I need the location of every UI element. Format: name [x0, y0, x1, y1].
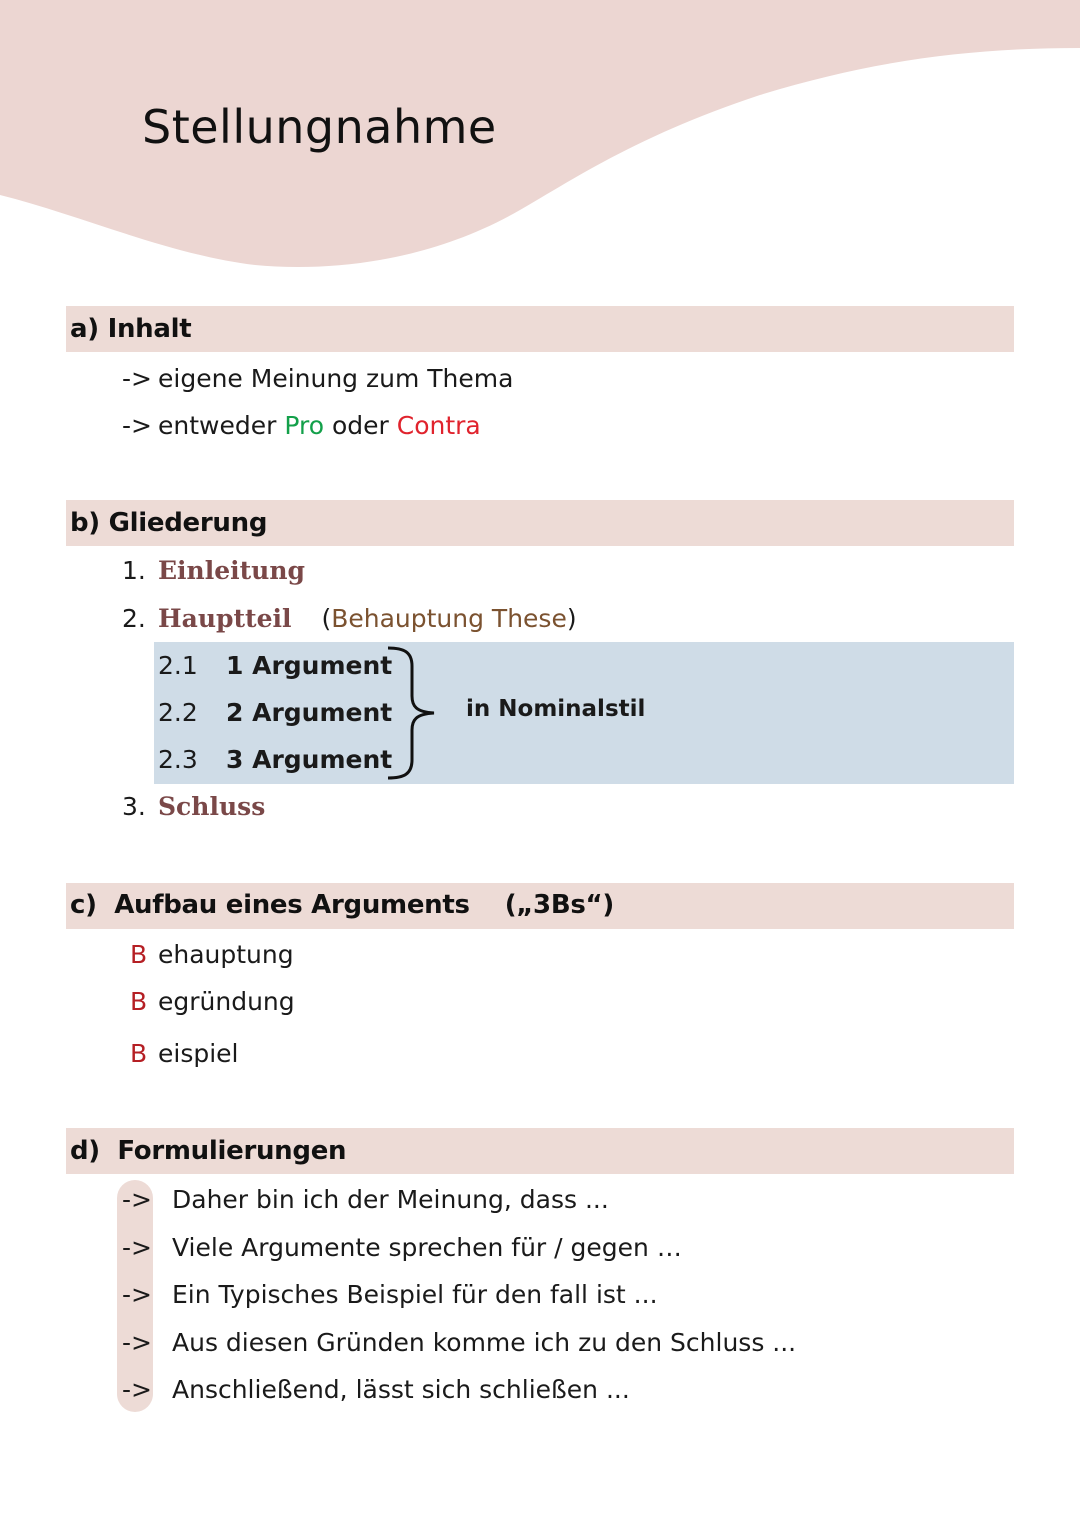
hauptteil-note: Behauptung These — [331, 604, 567, 633]
formulation-item: -> Aus diesen Gründen komme ich zu den Schluss ... — [122, 1328, 797, 1357]
arrow-icon: -> — [122, 364, 152, 393]
nominal-style-note: in Nominalstil — [466, 696, 646, 722]
outline-item-schluss: 3. Schluss — [122, 792, 266, 821]
section-a-bar — [66, 306, 1014, 352]
curly-brace-icon — [382, 644, 442, 782]
outline-item-einleitung: 1. Einleitung — [122, 556, 306, 585]
arrow-icon: -> — [122, 1233, 152, 1262]
formulation-item: -> Daher bin ich der Meinung, dass ... — [122, 1185, 609, 1214]
arrow-icon: -> — [122, 1185, 152, 1214]
formulation-item: -> Anschließend, lässt sich schließen ... — [122, 1375, 630, 1404]
b-item: B ehauptung — [130, 940, 294, 969]
page-title: Stellungnahme — [142, 100, 497, 154]
outline-item-hauptteil: 2. Hauptteil (Behauptung These) — [122, 604, 577, 633]
section-a-line-1: -> eigene Meinung zum Thema — [122, 364, 514, 393]
arrow-icon: -> — [122, 411, 152, 440]
b-item: B eispiel — [130, 1039, 239, 1068]
formulation-item: -> Viele Argumente sprechen für / gegen … — [122, 1233, 682, 1262]
section-a-line-2: -> entweder Pro oder Contra — [122, 411, 481, 440]
formulation-item: -> Ein Typisches Beispiel für den fall ist ... — [122, 1280, 658, 1309]
section-b-heading: b) Gliederung — [70, 508, 268, 538]
section-d-heading: d) Formulierungen — [70, 1136, 347, 1166]
argument-item: 2.1 1 Argument — [158, 651, 393, 680]
contra-label: Contra — [396, 411, 481, 440]
arrow-icon: -> — [122, 1280, 152, 1309]
pro-label: Pro — [284, 411, 325, 440]
arrow-icon: -> — [122, 1375, 152, 1404]
arrow-icon: -> — [122, 1328, 152, 1357]
argument-item: 2.2 2 Argument — [158, 698, 393, 727]
argument-item: 2.3 3 Argument — [158, 745, 393, 774]
section-a-heading: a) Inhalt — [70, 314, 192, 344]
section-c-heading: c) Aufbau eines Arguments („3Bs“) — [70, 890, 614, 920]
b-item: B egründung — [130, 987, 295, 1016]
